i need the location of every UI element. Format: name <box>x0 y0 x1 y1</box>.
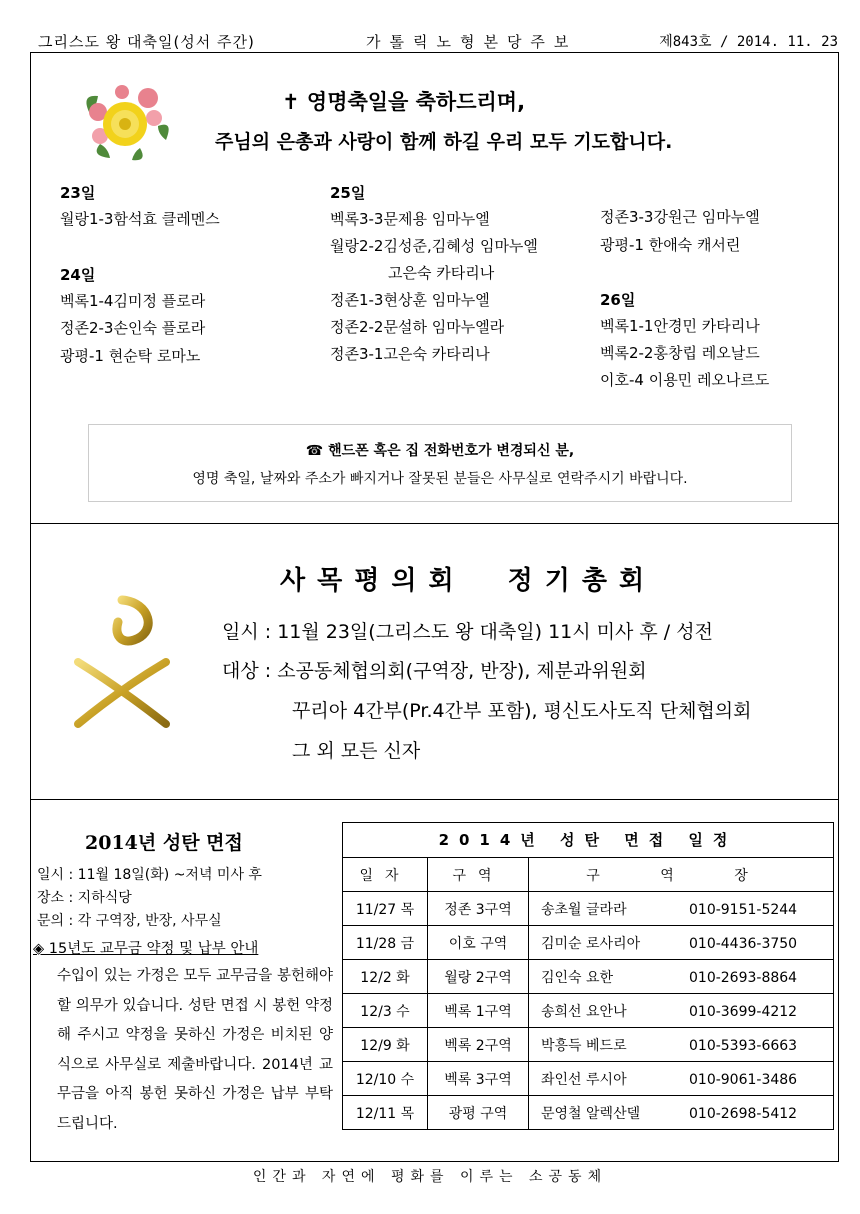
day-label: 26일 <box>600 291 636 309</box>
nameday-entry: 벡록3-3문제용 임마누엘 <box>330 210 490 228</box>
cell-date: 12/10 수 <box>343 1062 428 1096</box>
leader-name: 박흥득 베드로 <box>541 1037 627 1054</box>
nameday-entry: 월랑1-3함석효 클레멘스 <box>60 210 220 228</box>
cell-zone: 이호 구역 <box>428 926 529 960</box>
leader-phone: 010-3699-4212 <box>689 1003 798 1020</box>
table-row <box>343 926 834 960</box>
leader-phone: 010-9151-5244 <box>689 901 798 918</box>
nameday-entry: 정존3-1고은숙 카타리나 <box>330 345 490 363</box>
cell-date: 12/11 목 <box>343 1096 428 1130</box>
notice-line: ☎ 핸드폰 혹은 집 전화번호가 변경되신 분, <box>305 443 575 459</box>
day-label: 25일 <box>330 184 366 202</box>
bulletin-header <box>30 22 840 52</box>
cell-leader <box>529 994 834 1028</box>
nameday-entry: 정존2-2문설하 임마누엘라 <box>330 318 505 336</box>
nameday-entry: 고은숙 카타리나 <box>388 264 495 282</box>
cell-date: 11/27 목 <box>343 892 428 926</box>
nameday-title: ✝ 영명축일을 축하드리며, <box>282 90 526 114</box>
cell-zone: 벡록 1구역 <box>428 994 529 1028</box>
table-row <box>343 960 834 994</box>
contact-notice-box <box>88 424 792 502</box>
leader-phone: 010-2693-8864 <box>689 969 798 986</box>
schedule-caption: 2014년 성탄 면접 일정 <box>342 822 834 857</box>
footer-motto: 인간과 자연에 평화를 이루는 소공동체 <box>252 1169 608 1185</box>
nameday-entry: 정존2-3손인숙 플로라 <box>60 319 206 337</box>
flower-bouquet-icon <box>70 74 178 164</box>
leader-name: 김인숙 요한 <box>541 969 614 986</box>
col-header: 일자 <box>343 858 428 892</box>
nameday-entry: 벡록1-1안경민 카타리나 <box>600 317 760 335</box>
cell-zone: 광평 구역 <box>428 1096 529 1130</box>
nameday-entry: 이호-4 이용민 레오나르도 <box>600 371 770 389</box>
leader-name: 송초월 글라라 <box>541 901 627 918</box>
nameday-entry: 광평-1 현순탁 로마노 <box>60 347 201 365</box>
nameday-entry: 벡록1-4김미정 플로라 <box>60 292 206 310</box>
nameday-entry: 벡록2-2홍창립 레오날드 <box>600 344 760 362</box>
table-row <box>343 1096 834 1130</box>
leader-phone: 010-9061-3486 <box>689 1071 798 1088</box>
council-who-cont: 꾸리아 4간부(Pr.4간부 포함), 평신도사도직 단체협의회 <box>292 700 752 722</box>
section-divider <box>30 799 839 800</box>
nameday-entry: 월랑2-2김성준,김혜성 임마누엘 <box>330 237 538 255</box>
cell-date: 12/3 수 <box>343 994 428 1028</box>
tithe-subhead: ◈ 15년도 교무금 약정 및 납부 안내 <box>33 941 259 957</box>
cell-zone: 벡록 2구역 <box>428 1028 529 1062</box>
nameday-subtitle: 주님의 은총과 사랑이 함께 하길 우리 모두 기도합니다. <box>215 131 673 153</box>
interview-contact: 문의 : 각 구역장, 반장, 사무실 <box>37 913 222 929</box>
nameday-entry: 정존3-3강원근 임마누엘 <box>600 208 760 226</box>
nameday-entry: 정존1-3현상훈 임마누엘 <box>330 291 490 309</box>
cell-date: 11/28 금 <box>343 926 428 960</box>
interview-when: 일시 : 11월 18일(화) ~저녁 미사 후 <box>37 867 262 883</box>
leader-name: 김미순 로사리아 <box>541 935 641 952</box>
col-header: 구역 <box>428 858 529 892</box>
table-row <box>343 892 834 926</box>
cell-leader <box>529 960 834 994</box>
day-label: 23일 <box>60 184 96 202</box>
table-row <box>343 994 834 1028</box>
parish-bulletin-name: 가톨릭노형본당주보 <box>366 33 578 51</box>
chi-rho-icon <box>72 592 172 732</box>
nameday-entry: 광평-1 한애숙 캐서린 <box>600 236 741 254</box>
table-row <box>343 1028 834 1062</box>
leader-phone: 010-4436-3750 <box>689 935 798 952</box>
feast-title: 그리스도 왕 대축일(성서 주간) <box>38 33 255 51</box>
cell-leader <box>529 1028 834 1062</box>
notice-line: 영명 축일, 날짜와 주소가 빠지거나 잘못된 분들은 사무실로 연락주시기 바랍니다. <box>192 471 688 487</box>
council-title: 사목평의회 정기총회 <box>280 566 657 596</box>
cell-date: 12/9 화 <box>343 1028 428 1062</box>
cell-zone: 월랑 2구역 <box>428 960 529 994</box>
day-label: 24일 <box>60 266 96 284</box>
table-row <box>343 1062 834 1096</box>
leader-phone: 010-2698-5412 <box>689 1105 798 1122</box>
leader-name: 문영철 알렉산델 <box>541 1105 641 1122</box>
cell-leader <box>529 1096 834 1130</box>
cell-date: 12/2 화 <box>343 960 428 994</box>
interview-place: 장소 : 지하식당 <box>37 890 132 906</box>
issue-date: 제843호 / 2014. 11. 23 <box>659 34 838 50</box>
interview-schedule-table <box>342 822 834 1130</box>
cell-leader <box>529 1062 834 1096</box>
leader-name: 송희선 요안나 <box>541 1003 627 1020</box>
cell-leader <box>529 892 834 926</box>
col-header: 구 역 장 <box>529 858 834 892</box>
council-who: 대상 : 소공동체협의회(구역장, 반장), 제분과위원회 <box>222 660 647 682</box>
leader-name: 좌인선 루시아 <box>541 1071 627 1088</box>
council-when: 일시 : 11월 23일(그리스도 왕 대축일) 11시 미사 후 / 성전 <box>222 621 713 643</box>
leader-phone: 010-5393-6663 <box>689 1037 798 1054</box>
cell-zone: 벡록 3구역 <box>428 1062 529 1096</box>
council-who-cont: 그 외 모든 신자 <box>292 740 421 762</box>
section-divider <box>30 523 839 524</box>
cell-leader <box>529 926 834 960</box>
christmas-interview-title: 2014년 성탄 면접 <box>85 832 243 854</box>
tithe-paragraph: 수입이 있는 가정은 모두 교무금을 봉헌해야 할 의무가 있습니다. 성탄 면접 시 봉헌 약정해 주시고 약정을 못하신 가정은 비치된 양식으로 사무실로 제출바랍니다. 2014년 교무금을 아직 봉헌 못하신 가정은 납부 부탁드립니다. <box>57 968 333 1132</box>
cell-zone: 정존 3구역 <box>428 892 529 926</box>
